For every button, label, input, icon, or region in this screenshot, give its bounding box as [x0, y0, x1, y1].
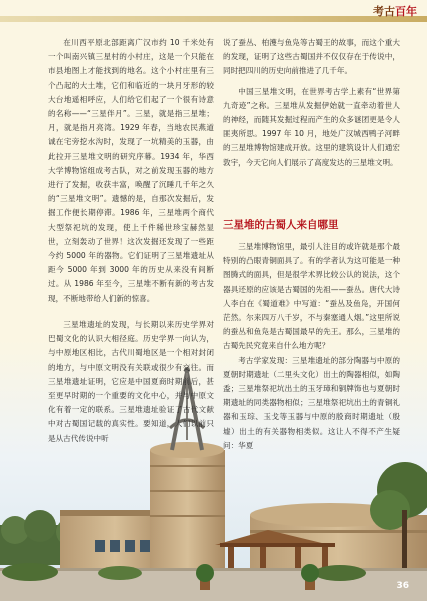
paragraph: 三星堆博物馆里，最引人注目的或许就是那个最特别的凸眼青铜面具了。有的学者认为这可能是一种图腾式的面具，但是很学术界比较公认的说法，这个器具还原的应该是古蜀国的先祖——蚕丛。唐代大诗人李白在《蜀道难》中写道：“蚕丛及鱼凫，开国何茫然。尔来四万八千岁，不与秦塞通人烟。”这里所说的蚕丛和鱼凫是古蜀国最早的先王。那么，三星堆的古蜀先民究竟来自什么地方呢？	[223, 242, 400, 351]
header-band	[0, 16, 427, 22]
article-left-column-2	[48, 318, 214, 446]
paragraph: 考古学家发现：三星堆遗址的部分陶器与中原的夏朝时期遗址（二里头文化）出土的陶器相似，如陶盉；三星堆祭祀坑出土的玉牙璋和铜牌饰也与夏朝时期遗址的同类器物相似；三星堆祭祀坑出土的青铜礼器和玉琮、玉戈等玉器与中原的殷商时期遗址（殷墟）出土的有关器物相类似。这让人不得不产生疑问：华夏	[223, 355, 400, 450]
paragraph: 在川西平原北部距离广汉市约 10 千米处有一个叫南兴镇三星村的小村庄，这是一个只能在市县地图上才能找到的地名。这个小村庄里有三个凸起的大土堆，它们和临近的一块月牙形的较大台地遥相呼应，人们给它们起了一个很有诗意的名称——“三星伴月”。三星，就是指三星堆；月，就是指月亮湾。1929 年春，当地农民燕道诚在宅旁挖水沟时，发现了一坑精美的玉器，由此拉开三星堆文明的研究序幕。1934 年，华西大学博物馆组成考古队，对之前发现玉器的地方进行了发掘，收获丰富，唤醒了沉睡几千年之久的“三星堆文明”。遗憾的是，自那次发掘后，发掘工作便长期停滞。1986 年，三星堆两个商代大型祭祀坑的发现，使上千件稀世珍宝赫然显世，立刻轰动了世界！这次发掘还发现了一些距今约 5000 年的器物。它们证明了三星堆遗址从距今 5000 年到 3000 年的历史从来没有间断过。从 1986 年至今，三星堆不断有新的考古发现，不断地带给人们新的惊喜。	[48, 38, 214, 303]
column-title-accent: 百年	[395, 5, 417, 18]
article-right-column-2	[223, 240, 400, 453]
paragraph: 三星堆遗址的发现，与长期以来历史学界对巴蜀文化的认识大相径庭。历史学界一向认为，与中原地区相比，古代川蜀地区是一个相对封闭的地方，与中原文明没有关联或很少有交往。而三星堆遗址证明，它应是中国夏商时期前后，甚至更早时期的一个重要的文化中心，并与中原文化有着一定的联系。三星堆遗址验证了古代文献中对古蜀国记载的真实性。要知道，人们以前只是从古代传说中听	[48, 320, 214, 443]
section-heading: 三星堆的古蜀人来自哪里	[223, 219, 339, 231]
column-title	[373, 3, 417, 19]
page-header	[0, 0, 427, 26]
page-number: 36	[396, 581, 409, 591]
article-right-column	[223, 36, 400, 170]
paragraph: 说了蚕丛、柏濩与鱼凫等古蜀王的故事，而这个重大的发现，证明了这些古蜀国并不仅仅存在于传说中，同时把四川的历史向前推进了几千年。	[223, 38, 400, 76]
paragraph: 中国三星堆文明，在世界考古学上素有“世界第九奇迹”之称。三星堆从发掘伊始就一直牵动着世人的神经，而随其发掘过程而产生的众多谜团更是令人匪夷所思。1997 年 10 月，地处广汉城西鸭子河畔的三星堆博物馆建成开放。这里的建筑设计人们通宏敦宇，今天它向人们展示了高度发达的三星堆文明。	[223, 86, 400, 167]
column-title-prefix: 考古	[373, 5, 395, 18]
article-left-column	[48, 36, 214, 306]
